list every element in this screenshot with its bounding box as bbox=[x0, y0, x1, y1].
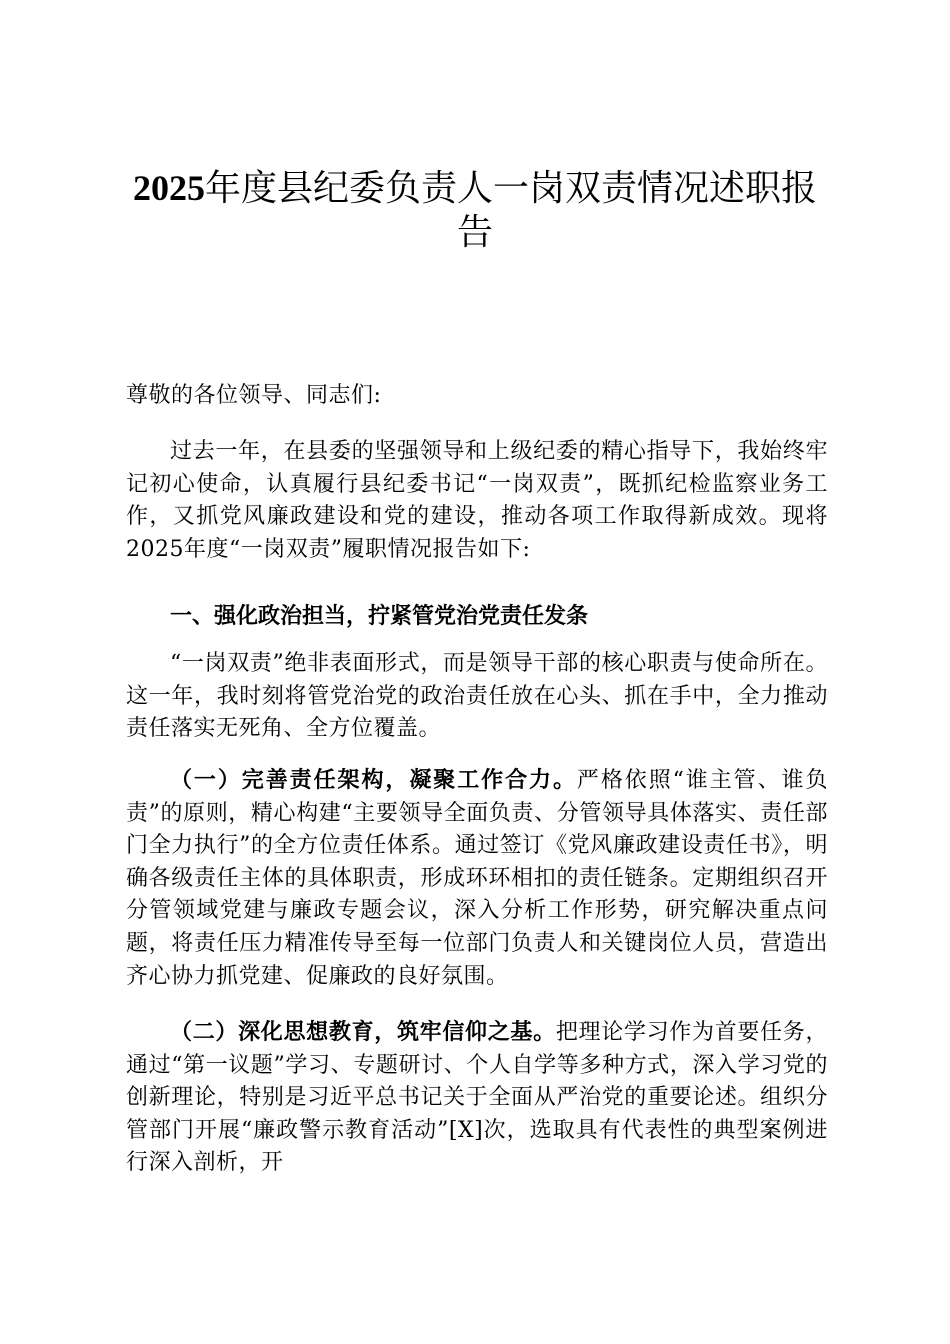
subsection-2-paragraph bbox=[126, 1016, 828, 1180]
title-year: 2025 bbox=[132, 168, 205, 208]
subsection-1-lead: （一）完善责任架构，凝聚工作合力。 bbox=[170, 767, 577, 793]
subsection-2-lead: （二）深化思想教育，筑牢信仰之基。 bbox=[170, 1019, 556, 1045]
section-1-paragraph: “一岗双责”绝非表面形式，而是领导干部的核心职责与使命所在。这一年，我时刻将管党治党的政治责任放在心头、抓在手中，全力推动责任落实无死角、全方位覆盖。 bbox=[126, 651, 828, 742]
salutation: 尊敬的各位领导、同志们: bbox=[126, 383, 382, 408]
subsection-1-paragraph bbox=[126, 764, 828, 993]
document-title bbox=[120, 166, 830, 255]
title-text: 年度县纪委负责人一岗双责情况述职报告 bbox=[204, 168, 817, 253]
section-heading-1: 一、强化政治担当，拧紧管党治党责任发条 bbox=[170, 603, 589, 629]
subsection-2-text: 把理论学习作为首要任务，通过“第一议题”学习、专题研讨、个人自学等多种方式，深入学习党的创新理论，特别是习近平总书记关于全面从严治党的重要论述。组织分管部门开展“廉政警示教育活动”[X]次，选取具有代表性的典型案例进行深入剖析，开 bbox=[126, 1020, 828, 1176]
intro-paragraph: 过去一年，在县委的坚强领导和上级纪委的精心指导下，我始终牢记初心使命，认真履行县纪委书记“一岗双责”，既抓纪检监察业务工作，又抓党风廉政建设和党的建设，推动各项工作取得新成效。现将2025年度“一岗双责”履职情况报告如下: bbox=[126, 439, 828, 562]
subsection-1-text: 严格依照“谁主管、谁负责”的原则，精心构建“主要领导全面负责、分管领导具体落实、责任部门全力执行”的全方位责任体系。通过签订《党风廉政建设责任书》，明确各级责任主体的具体职责，形成环环相扣的责任链条。定期组织召开分管领域党建与廉政专题会议，深入分析工作形势，研究解决重点问题，将责任压力精准传导至每一位部门负责人和关键岗位人员，营造出齐心协力抓党建、促廉政的良好氛围。 bbox=[126, 768, 828, 989]
